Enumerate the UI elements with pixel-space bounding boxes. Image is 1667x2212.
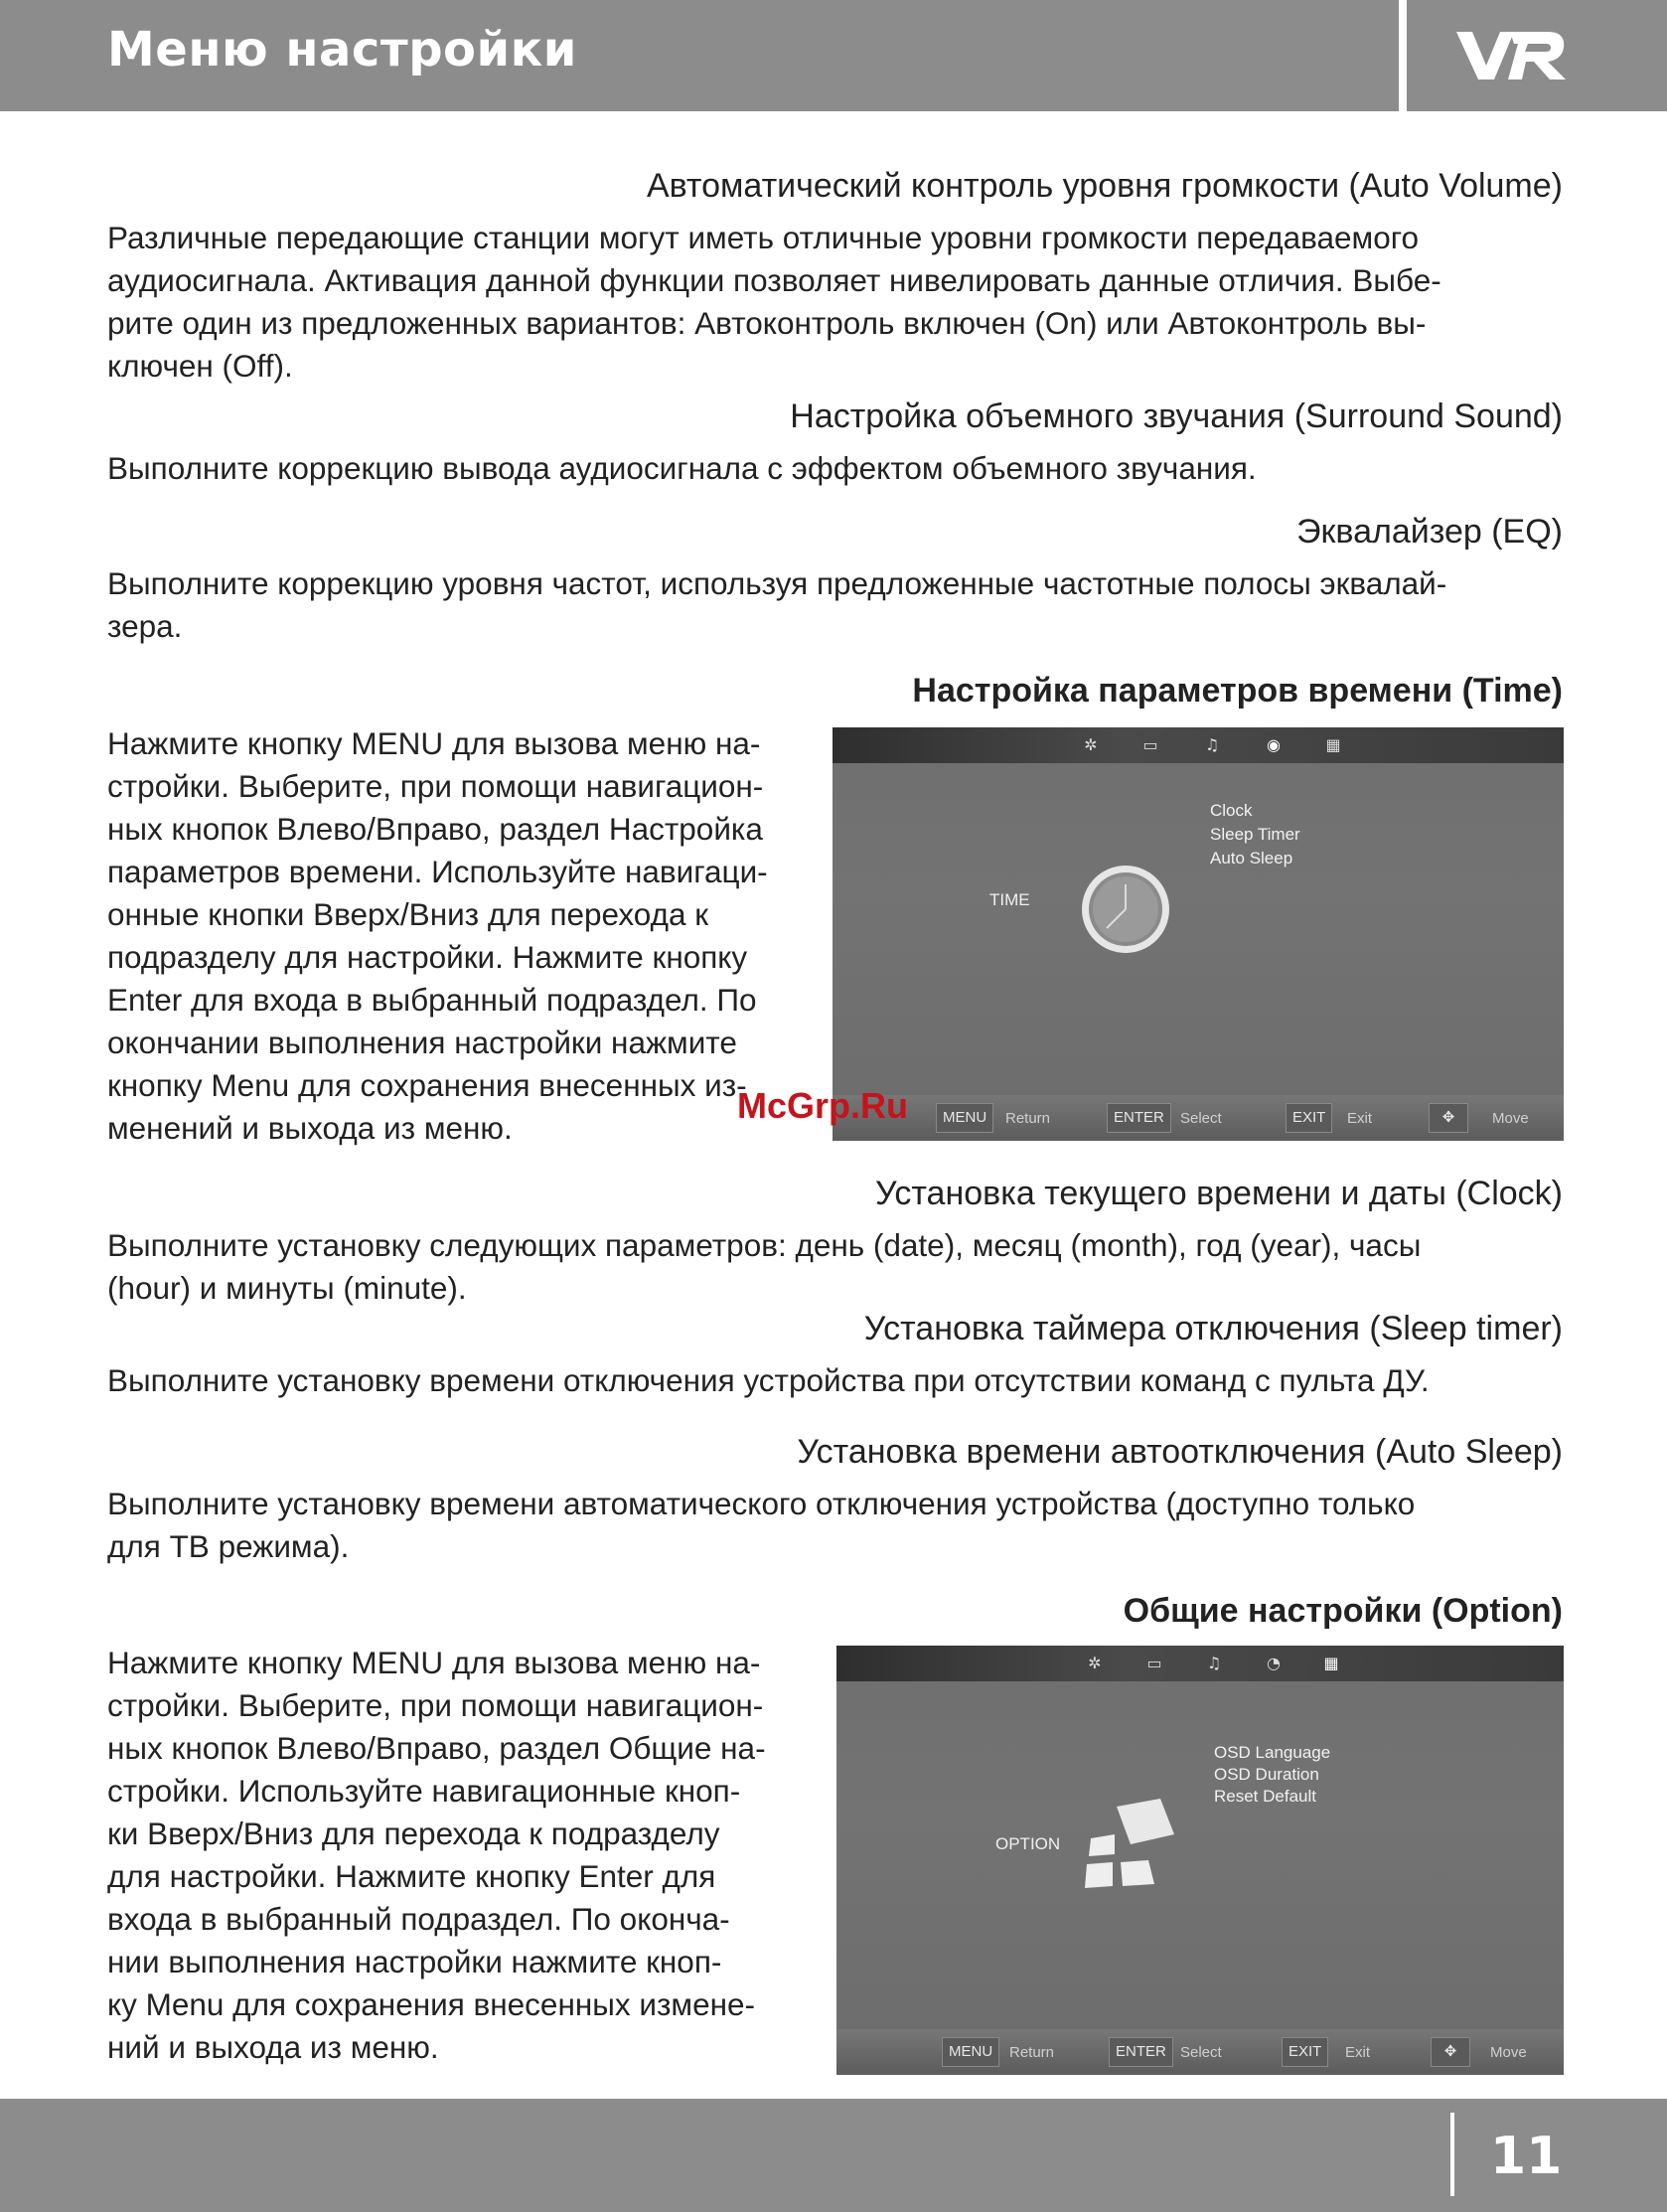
menu-key: MENU	[942, 2037, 999, 2067]
heading-option: Общие настройки (Option)	[1123, 1592, 1563, 1630]
option-tab-icon: ▦	[1325, 735, 1341, 754]
screen-section-label: TIME	[989, 890, 1030, 909]
heading-surround: Настройка объемного звучания (Surround Sound)	[790, 397, 1563, 435]
page-footer	[0, 2099, 1667, 2212]
text-line: стройки. Выберите, при помощи навигацион-	[107, 768, 764, 804]
screen-tab-bar	[836, 1646, 1564, 1681]
footer-divider	[1450, 2113, 1454, 2196]
menu-key: MENU	[936, 1103, 993, 1133]
text-line: для настройки. Нажмите кнопку Enter для	[107, 1858, 716, 1894]
text-line: рите один из предложенных вариантов: Автоконтроль включен (On) или Автоконтроль вы-	[107, 305, 1427, 341]
text-line: ных кнопок Влево/Вправо, раздел Общие на-	[107, 1730, 766, 1766]
paragraph-surround	[107, 447, 1568, 490]
move-label: Move	[1490, 2044, 1527, 2061]
text-line: аудиосигнала. Активация данной функции позволяет нивелировать данные отличия. Выбе-	[107, 262, 1441, 298]
menu-item-clock[interactable]: Clock	[1210, 801, 1253, 820]
text-line: (hour) и минуты (minute).	[107, 1270, 467, 1306]
option-icon	[1085, 1795, 1176, 1894]
text-line: зера.	[107, 608, 183, 644]
menu-item-sleep-timer[interactable]: Sleep Timer	[1210, 825, 1300, 844]
move-icon: ✥	[1431, 2037, 1470, 2067]
text-line: Нажмите кнопку MENU для вызова меню на-	[107, 725, 761, 761]
menu-item-osd-duration[interactable]: OSD Duration	[1214, 1765, 1319, 1784]
text-line: Нажмите кнопку MENU для вызова меню на-	[107, 1645, 761, 1680]
exit-label: Exit	[1345, 2044, 1371, 2061]
menu-item-auto-sleep[interactable]: Auto Sleep	[1210, 849, 1293, 868]
exit-label: Exit	[1347, 1110, 1373, 1127]
paragraph-time	[107, 722, 823, 1150]
text-line: кнопку Menu для сохранения внесенных из-	[107, 1067, 747, 1103]
text-line: ключен (Off).	[107, 348, 293, 384]
picture-tab-icon: ✲	[1084, 735, 1098, 754]
header-divider	[1399, 0, 1407, 111]
enter-key: ENTER	[1109, 2037, 1173, 2067]
page-number: 11	[1490, 2127, 1563, 2186]
text-line: Выполните коррекцию вывода аудиосигнала с эффектом объемного звучания.	[107, 450, 1257, 486]
heading-sleep-timer: Установка таймера отключения (Sleep timer)	[863, 1310, 1563, 1347]
text-line: онные кнопки Вверх/Вниз для перехода к	[107, 896, 709, 932]
option-tab-icon: ▦	[1323, 1654, 1339, 1672]
time-tab-icon: ◔	[1267, 1654, 1281, 1672]
text-line: ки Вверх/Вниз для перехода к подразделу	[107, 1816, 720, 1851]
text-line: стройки. Выберите, при помощи навигацион-	[107, 1687, 764, 1723]
text-line: стройки. Используйте навигационные кноп-	[107, 1773, 741, 1809]
select-label: Select	[1180, 1110, 1222, 1127]
menu-item-reset-default[interactable]: Reset Default	[1214, 1787, 1316, 1806]
paragraph-eq	[107, 562, 1568, 648]
text-line: подразделу для настройки. Нажмите кнопку	[107, 939, 748, 975]
text-line: ку Menu для сохранения внесенных измене-	[107, 1986, 755, 2022]
select-label: Select	[1180, 2044, 1222, 2061]
return-label: Return	[1009, 2044, 1055, 2061]
vr-logo	[1452, 22, 1570, 89]
heading-clock: Установка текущего времени и даты (Clock)	[875, 1175, 1563, 1212]
heading-time: Настройка параметров времени (Time)	[912, 672, 1563, 710]
heading-auto-sleep: Установка времени автоотключения (Auto Sleep)	[797, 1433, 1563, 1471]
move-icon: ✥	[1429, 1103, 1468, 1133]
return-label: Return	[1005, 1110, 1051, 1127]
option-menu-screenshot	[836, 1646, 1564, 2075]
paragraph-option	[107, 1642, 823, 2069]
time-menu-screenshot	[833, 727, 1564, 1141]
page-header	[0, 0, 1667, 111]
exit-key: EXIT	[1286, 1103, 1332, 1133]
text-line: ний и выхода из меню.	[107, 2029, 439, 2065]
paragraph-sleep-timer	[107, 1359, 1568, 1402]
text-line: Выполните установку времени автоматического отключения устройства (доступно только	[107, 1486, 1416, 1521]
text-line: входа в выбранный подраздел. По оконча-	[107, 1901, 730, 1937]
text-line: Выполните установку следующих параметров: день (date), месяц (month), год (year), часы	[107, 1227, 1422, 1263]
heading-eq: Эквалайзер (EQ)	[1296, 513, 1563, 551]
menu-item-osd-language[interactable]: OSD Language	[1214, 1743, 1331, 1762]
paragraph-auto-volume	[107, 217, 1568, 388]
watermark: McGrp.Ru	[737, 1085, 909, 1126]
sound-tab-icon: ♫	[1206, 1654, 1222, 1672]
text-line: Выполните установку времени отключения устройства при отсутствии команд с пульта ДУ.	[107, 1362, 1430, 1398]
screen-section-label: OPTION	[995, 1834, 1061, 1853]
text-line: окончании выполнения настройки нажмите	[107, 1025, 737, 1060]
channel-tab-icon: ▭	[1142, 735, 1158, 754]
text-line: Выполните коррекцию уровня частот, используя предложенные частотные полосы эквалай-	[107, 565, 1447, 601]
enter-key: ENTER	[1107, 1103, 1171, 1133]
paragraph-auto-sleep	[107, 1483, 1568, 1568]
move-label: Move	[1492, 1110, 1529, 1127]
sound-tab-icon: ♫	[1204, 735, 1220, 754]
screen-hint-bar	[836, 2029, 1564, 2075]
picture-tab-icon: ✲	[1088, 1654, 1102, 1672]
exit-key: EXIT	[1282, 2037, 1328, 2067]
paragraph-clock	[107, 1224, 1568, 1310]
text-line: ных кнопок Влево/Вправо, раздел Настройка	[107, 811, 763, 847]
heading-auto-volume: Автоматический контроль уровня громкости (Auto Volume)	[646, 167, 1563, 205]
text-line: Различные передающие станции могут иметь отличные уровни громкости передаваемого	[107, 220, 1420, 255]
screen-tab-bar	[833, 727, 1564, 763]
text-line: нии выполнения настройки нажмите кноп-	[107, 1944, 722, 1979]
time-tab-icon: ◉	[1267, 735, 1281, 754]
text-line: менений и выхода из меню.	[107, 1110, 513, 1146]
text-line: Enter для входа в выбранный подраздел. По	[107, 982, 757, 1018]
page-title: Меню настройки	[107, 22, 577, 78]
channel-tab-icon: ▭	[1146, 1654, 1162, 1672]
clock-icon	[1079, 863, 1172, 956]
text-line: параметров времени. Используйте навигаци-	[107, 854, 768, 889]
screen-hint-bar	[833, 1095, 1564, 1141]
text-line: для ТВ режима).	[107, 1528, 350, 1564]
